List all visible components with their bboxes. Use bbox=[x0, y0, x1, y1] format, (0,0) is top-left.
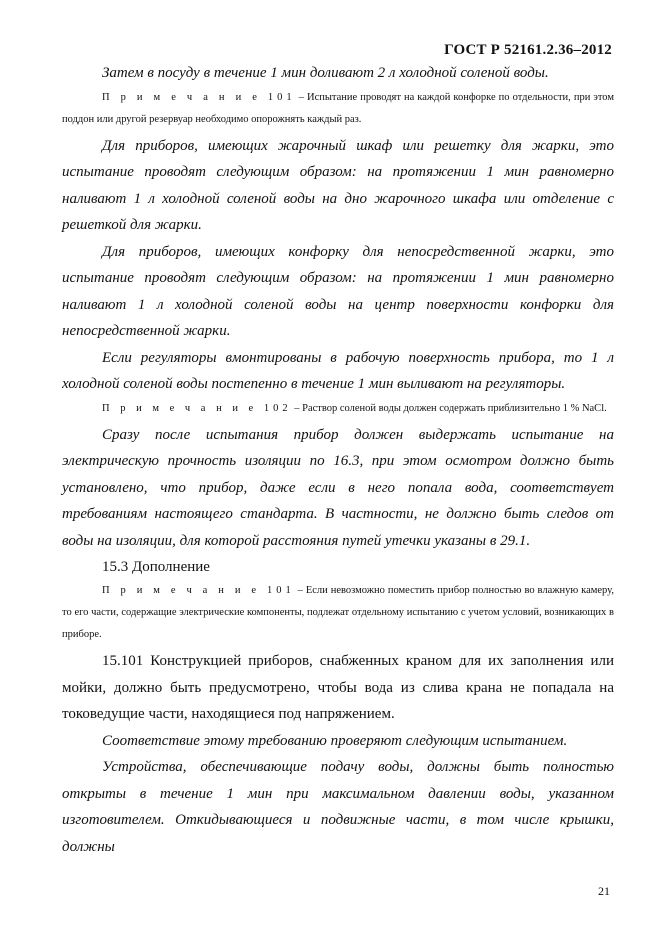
paragraph-15-101: 15.101 Конструкцией приборов, снабженных краном для их заполнения или мойки, должно быть предусмотрено, чтобы вода из слива крана не попадала на токоведущие части, находящиеся под напряжением. bbox=[62, 653, 614, 722]
note-text: – Испытание проводят на каждой конфорке по отдельности, при этом поддон или другой резервуар необходимо опорожнять каждый раз. bbox=[62, 91, 615, 125]
page-number: 21 bbox=[598, 884, 610, 898]
paragraph-oven-grill-test: Для приборов, имеющих жарочный шкаф или решетку для жарки, это испытание проводят следующим образом: на протяжении 1 мин равномерно наливают 1 л холодной соленой воды на дно жарочного шкафа или отделение с решеткой для жарки. bbox=[62, 137, 614, 233]
note-101-burners bbox=[62, 87, 614, 131]
paragraph-controls-test: Если регуляторы вмонтированы в рабочую поверхность прибора, то 1 л холодной соленой воды постепенно в течение 1 мин выливают на регуляторы. bbox=[62, 349, 614, 392]
note-101-humidity-chamber bbox=[62, 580, 614, 646]
note-label: П р и м е ч а н и е 101 bbox=[102, 585, 295, 596]
note-102-salt-solution bbox=[62, 398, 614, 420]
paragraph-water-supply-devices: Устройства, обеспечивающие подачу воды, должны быть полностью открыты в течение 1 мин при максимальном давлении воды, указанном изготовителем. Откидывающиеся и подвижные части, в том числе крышки, должны bbox=[62, 759, 614, 855]
document-header: ГОСТ Р 52161.2.36–2012 bbox=[444, 42, 612, 58]
paragraph-pour-water: Затем в посуду в течение 1 мин доливают 2 л холодной соленой воды. bbox=[102, 65, 549, 81]
note-label: П р и м е ч а н и е 102 bbox=[102, 402, 292, 414]
note-label: П р и м е ч а н и е 101 bbox=[102, 91, 296, 103]
note-text: – Раствор соленой воды должен содержать приблизительно 1 % NaCl. bbox=[294, 402, 607, 414]
paragraph-compliance-check: Соответствие этому требованию проверяют следующим испытанием. bbox=[102, 732, 568, 749]
paragraph-direct-frying-test: Для приборов, имеющих конфорку для непосредственной жарки, это испытание проводят следующим образом: на протяжении 1 мин равномерно наливают 1 л холодной соленой воды на центр поверхности конфорки для непосредственной жарки. bbox=[62, 243, 614, 339]
paragraph-electric-strength: Сразу после испытания прибор должен выдержать испытание на электрическую прочность изоляции по 16.3, при этом осмотром должно быть установлено, что прибор, даже если в него попала вода, соответствует требованиям настоящего стандарта. В частности, не должно быть следов от воды на изоляции, для которой расстояния путей утечки указаны в 29.1. bbox=[62, 426, 614, 549]
note-text: – Если невозможно поместить прибор полностью во влажную камеру, то его части, содержащие электрические компоненты, подлежат отдельному испытанию с учетом условий, возникающих в приборе. bbox=[62, 585, 614, 640]
page-body bbox=[62, 60, 614, 860]
section-heading-15-3: 15.3 Дополнение bbox=[102, 559, 210, 575]
